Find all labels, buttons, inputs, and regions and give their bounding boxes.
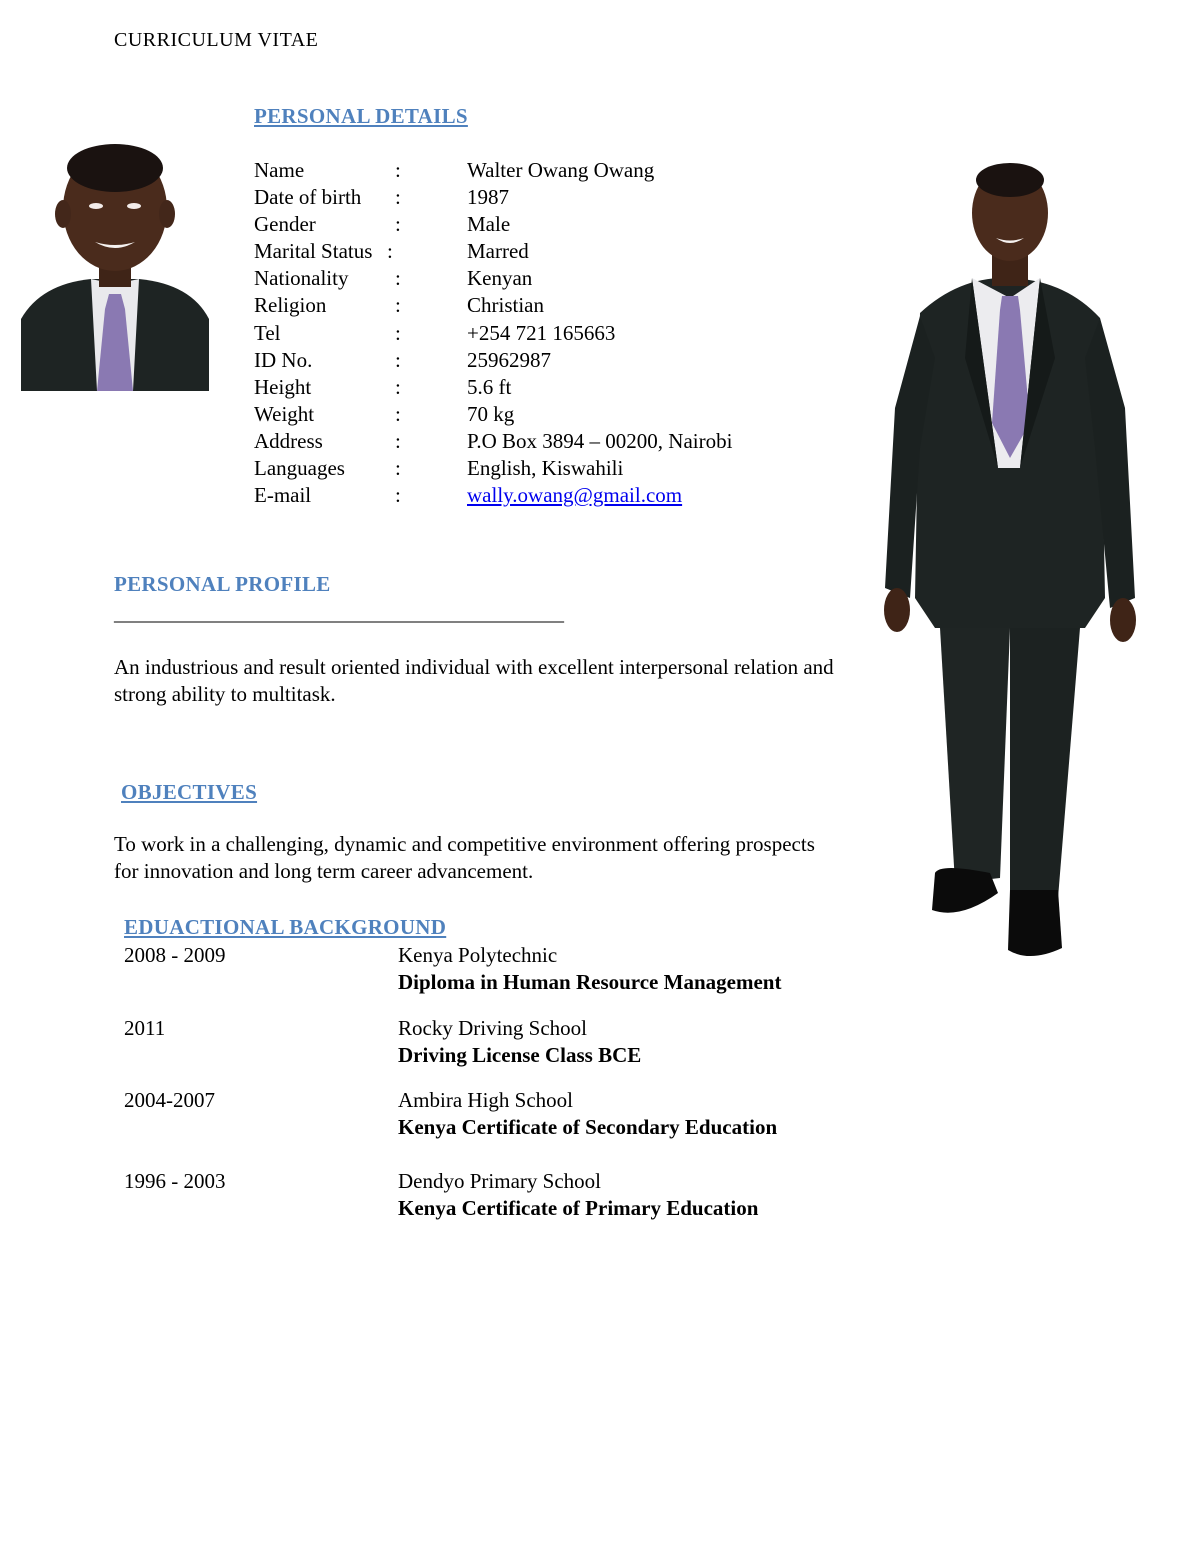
education-award: Kenya Certificate of Primary Education	[398, 1196, 759, 1220]
detail-label: Marital Status	[254, 239, 373, 264]
detail-colon: :	[395, 158, 401, 182]
education-institution: Dendyo Primary School	[398, 1169, 601, 1193]
personal-profile-heading: PERSONAL PROFILE	[114, 572, 331, 596]
detail-value: Christian	[467, 293, 544, 318]
detail-label: Height	[254, 374, 312, 399]
detail-colon: :	[395, 212, 401, 237]
detail-colon: :	[395, 347, 401, 372]
detail-colon: :	[395, 320, 401, 345]
education-institution: Ambira High School	[398, 1088, 573, 1112]
detail-value: Walter Owang Owang	[467, 158, 655, 182]
profile-text: An industrious and result oriented individual with excellent interpersonal relation and strong ability to multitask.	[114, 655, 834, 706]
detail-colon: :	[395, 456, 401, 481]
personal-details-heading: PERSONAL DETAILS	[254, 104, 468, 128]
detail-value: Male	[467, 212, 511, 237]
detail-label: Languages	[254, 456, 345, 481]
education-award: Driving License Class BCE	[398, 1043, 642, 1067]
education-years: 1996 - 2003	[124, 1169, 226, 1193]
detail-label: Weight	[254, 401, 315, 426]
education-years: 2004-2007	[124, 1088, 215, 1112]
education-years: 2008 - 2009	[124, 943, 226, 967]
detail-colon: :	[395, 401, 401, 426]
document-header: CURRICULUM VITAE	[114, 29, 319, 51]
detail-value: 1987	[467, 185, 509, 210]
detail-value: 5.6 ft	[467, 374, 512, 399]
education-award: Kenya Certificate of Secondary Education	[398, 1115, 778, 1139]
detail-label: ID No.	[254, 347, 313, 372]
detail-label: E-mail	[254, 483, 312, 508]
detail-value: Kenyan	[467, 266, 533, 291]
email-link[interactable]: wally.owang@gmail.com	[467, 483, 683, 508]
detail-colon: :	[395, 293, 401, 318]
education-years: 2011	[124, 1016, 166, 1040]
detail-value: P.O Box 3894 – 00200, Nairobi	[467, 428, 733, 453]
objectives-heading: OBJECTIVES	[121, 780, 258, 804]
detail-label: Gender	[254, 212, 316, 237]
full-body-photo	[880, 158, 1140, 968]
profile-divider: ________________________________________________________	[114, 603, 562, 625]
detail-label: Religion	[254, 293, 327, 318]
detail-value: 70 kg	[467, 401, 515, 426]
education-institution: Kenya Polytechnic	[398, 943, 558, 967]
detail-colon: :	[395, 374, 401, 399]
detail-label: Date of birth	[254, 185, 362, 210]
detail-value: 25962987	[467, 347, 551, 372]
detail-value: +254 721 165663	[467, 320, 616, 345]
education-institution: Rocky Driving School	[398, 1016, 587, 1040]
detail-value: English, Kiswahili	[467, 456, 624, 481]
detail-label: Nationality	[254, 266, 349, 291]
detail-label: Address	[254, 428, 323, 453]
detail-colon: :	[395, 428, 401, 453]
detail-colon: :	[395, 185, 401, 210]
education-heading: EDUACTIONAL BACKGROUND	[124, 915, 447, 939]
detail-label: Name	[254, 158, 305, 182]
objectives-text: To work in a challenging, dynamic and competitive environment offering prospects for innovation and long term career advancement.	[114, 832, 815, 883]
detail-colon: :	[387, 239, 393, 264]
detail-label: Tel	[254, 320, 281, 345]
headshot-photo	[21, 134, 209, 391]
detail-colon: :	[395, 483, 401, 508]
detail-value: Marred	[467, 239, 529, 264]
education-award: Diploma in Human Resource Management	[398, 970, 782, 994]
detail-colon: :	[395, 266, 401, 291]
